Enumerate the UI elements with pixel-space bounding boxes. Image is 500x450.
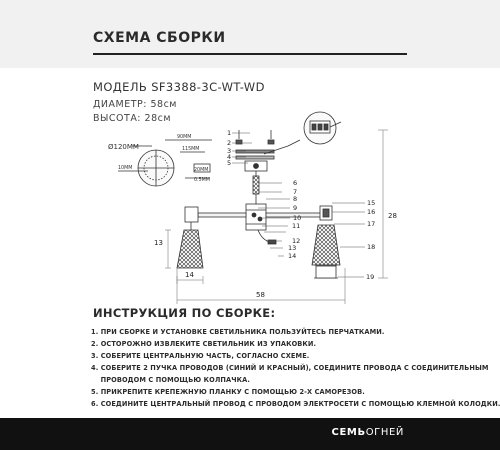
part-label-1: 1	[227, 129, 232, 137]
diameter-value: 58см	[150, 99, 177, 110]
shade-height-dimension: 13	[154, 239, 163, 247]
part-label-4: 4	[227, 153, 232, 161]
canopy-dim-05: 0.5MM	[194, 178, 210, 183]
part-label-17: 17	[367, 220, 376, 228]
part-label-8: 8	[293, 195, 298, 203]
canopy-dim-20: 20MM	[194, 168, 209, 173]
brand-logo	[332, 427, 404, 438]
brand-logo-bold: СЕМЬ	[331, 427, 366, 438]
part-label-2: 2	[227, 139, 232, 147]
connector-detail	[304, 112, 341, 144]
canopy-dim-115: 115MM	[182, 147, 200, 152]
instruction-item: 2. ОСТОРОЖНО ИЗВЛЕКИТЕ СВЕТИЛЬНИК ИЗ УПАКОВКИ.	[91, 340, 317, 348]
shade-width-dimension: 14	[185, 271, 194, 279]
part-label-19: 19	[366, 273, 375, 281]
diameter-label: ДИАМЕТР:	[93, 99, 147, 110]
page-title: СХЕМА СБОРКИ	[93, 30, 226, 46]
part-label-16: 16	[367, 208, 376, 216]
instruction-item: ПРОВОДОМ С ПОМОЩЬЮ КОЛПАЧКА.	[91, 376, 250, 384]
height-label: ВЫСОТА:	[93, 113, 142, 124]
central-body	[246, 196, 276, 244]
instruction-item: 3. СОБЕРИТЕ ЦЕНТРАЛЬНУЮ ЧАСТЬ, СОГЛАСНО СХЕМЕ.	[91, 352, 310, 360]
part-label-11: 11	[292, 222, 301, 230]
instruction-item: 4. СОБЕРИТЕ 2 ПУЧКА ПРОВОДОВ (СИНИЙ И КРАСНЫЙ), СОЕДИНИТЕ ПРОВОДА С СОЕДИНИТЕЛЬНЫМ	[91, 364, 489, 372]
part-label-18: 18	[367, 243, 376, 251]
instruction-item: 5. ПРИКРЕПИТЕ КРЕПЕЖНУЮ ПЛАНКУ С ПОМОЩЬЮ 2-Х САМОРЕЗОВ.	[91, 388, 365, 396]
part-label-10: 10	[293, 214, 302, 222]
instruction-item: 1. ПРИ СБОРКЕ И УСТАНОВКЕ СВЕТИЛЬНИКА ПОЛЬЗУЙТЕСЬ ПЕРЧАТКАМИ.	[91, 328, 385, 336]
part-label-14: 14	[288, 252, 297, 260]
footer-band	[0, 418, 500, 450]
canopy-dim-10: 10MM	[118, 166, 133, 171]
height-dimension: 28	[388, 212, 397, 220]
part-label-6: 6	[293, 179, 298, 187]
part-label-5: 5	[227, 159, 232, 167]
brand-logo-light: ОГНЕЙ	[365, 427, 404, 438]
instructions-title: ИНСТРУКЦИЯ ПО СБОРКЕ:	[93, 306, 276, 320]
width-dimension: 58	[256, 291, 265, 299]
canopy-diameter-label: Ø120MM	[108, 143, 139, 151]
model-name: МОДЕЛЬ SF3388-3C-WT-WD	[93, 80, 265, 94]
instructions-list	[91, 326, 500, 410]
part-label-13: 13	[288, 244, 297, 252]
part-label-7: 7	[293, 188, 298, 196]
canopy-dim-90: 90MM	[177, 135, 192, 140]
height-value: 28см	[144, 113, 172, 124]
part-label-12: 12	[292, 237, 301, 245]
part-label-3: 3	[227, 147, 232, 155]
instruction-item: 6. СОЕДИНИТЕ ЦЕНТРАЛЬНЫЙ ПРОВОД С ПРОВОДОМ ЭЛЕКТРОСЕТИ С ПОМОЩЬЮ КЛЕМНОЙ КОЛОДКИ.	[91, 400, 500, 408]
part-label-15: 15	[367, 199, 376, 207]
part-label-9: 9	[293, 204, 298, 212]
